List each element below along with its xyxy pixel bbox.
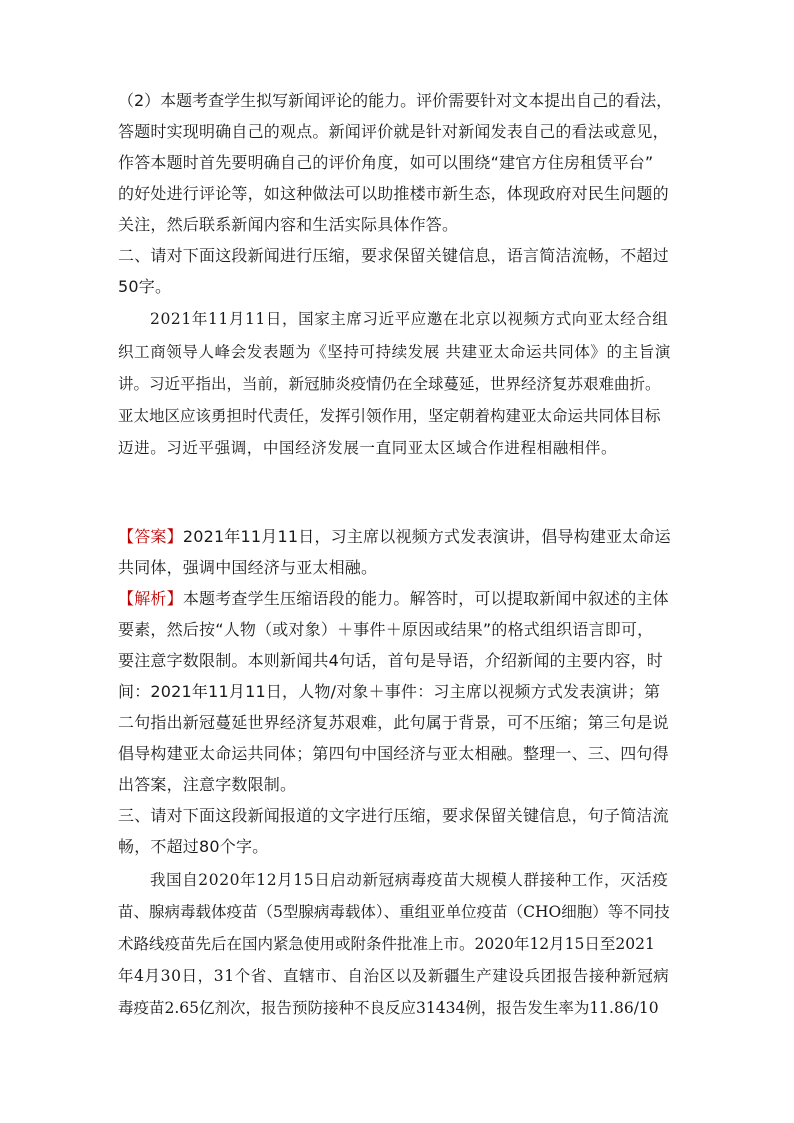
- text-line: （2）本题考查学生拟写新闻评论的能力。评价需要针对文本提出自己的看法，: [118, 91, 673, 110]
- news-passage-line: 术路线疫苗先后在国内紧急使用或附条件批准上市。2020年12月15日至2021: [118, 935, 655, 953]
- text-line: 答题时实现明确自己的观点。新闻评价就是针对新闻发表自己的看法或意见，: [118, 122, 669, 141]
- analysis-line: 二句指出新冠蔓延世界经济复苏艰难，此句属于背景，可不压缩；第三句是说: [118, 713, 669, 732]
- analysis-line: 出答案，注意字数限制。: [118, 775, 297, 794]
- news-passage-line: 织工商领导人峰会发表题为《坚持可持续发展 共建亚太命运共同体》的主旨演: [118, 343, 671, 361]
- question-prompt: 三、请对下面这段新闻报道的文字进行压缩，要求保留关键信息，句子简洁流: [118, 806, 669, 825]
- question-prompt: 畅，不超过80个字。: [118, 837, 269, 856]
- analysis-line: 间：2021年11月11日，人物/对象＋事件：习主席以视频方式发表演讲；第: [118, 682, 661, 701]
- analysis-tag: 【解析】: [118, 589, 183, 608]
- news-passage-line: 讲。习近平指出，当前，新冠肺炎疫情仍在全球蔓延，世界经济复苏艰难曲折。: [118, 375, 661, 393]
- text-line: 作答本题时首先要明确自己的评价角度，如可以围绕“建官方住房租赁平台”: [118, 153, 654, 172]
- question-prompt: 二、请对下面这段新闻进行压缩，要求保留关键信息，语言简洁流畅，不超过: [118, 246, 669, 265]
- analysis-text: 本题考查学生压缩语段的能力。解答时，可以提取新闻中叙述的主体: [182, 589, 669, 608]
- text-line: 的好处进行评论等，如这种做法可以助推楼市新生态，体现政府对民生问题的: [118, 184, 669, 203]
- answer-line: [118, 526, 671, 548]
- news-passage-line: 亚太地区应该勇担时代责任，发挥引领作用，坚定朝着构建亚太命运共同体目标: [118, 407, 661, 425]
- analysis-line: 要注意字数限制。本则新闻共4句话，首句是导语，介绍新闻的主要内容，时: [118, 651, 663, 670]
- answer-line: 共同体，强调中国经济与亚太相融。: [118, 558, 378, 577]
- text-line: 关注，然后联系新闻内容和生活实际具体作答。: [118, 215, 459, 234]
- analysis-line: [118, 588, 669, 610]
- answer-text: 2021年11月11日，习主席以视频方式发表演讲，倡导构建亚太命运: [182, 527, 671, 546]
- question-prompt: 50字。: [118, 277, 172, 296]
- answer-tag: 【答案】: [118, 527, 183, 546]
- analysis-line: 倡导构建亚太命运共同体；第四句中国经济与亚太相融。整理一、三、四句得: [118, 744, 669, 763]
- news-passage-line: 毒疫苗2.65亿剂次，报告预防接种不良反应31434例，报告发生率为11.86/10: [118, 999, 659, 1017]
- news-passage-line: 年4月30日，31个省、直辖市、自治区以及新疆生产建设兵团报告接种新冠病: [118, 967, 670, 985]
- news-passage-line: 迈进。习近平强调，中国经济发展一直同亚太区域合作进程相融相伴。: [118, 439, 618, 457]
- news-passage-line: 我国自2020年12月15日启动新冠病毒疫苗大规模人群接种工作，灭活疫: [150, 871, 669, 889]
- news-passage-line: 苗、腺病毒载体疫苗（5型腺病毒载体）、重组亚单位疫苗（CHO细胞）等不同技: [118, 903, 670, 921]
- news-passage-line: 2021年11月11日，国家主席习近平应邀在北京以视频方式向亚太经合组: [150, 310, 669, 328]
- analysis-line: 要素，然后按“人物（或对象）＋事件＋原因或结果”的格式组织语言即可，: [118, 620, 654, 639]
